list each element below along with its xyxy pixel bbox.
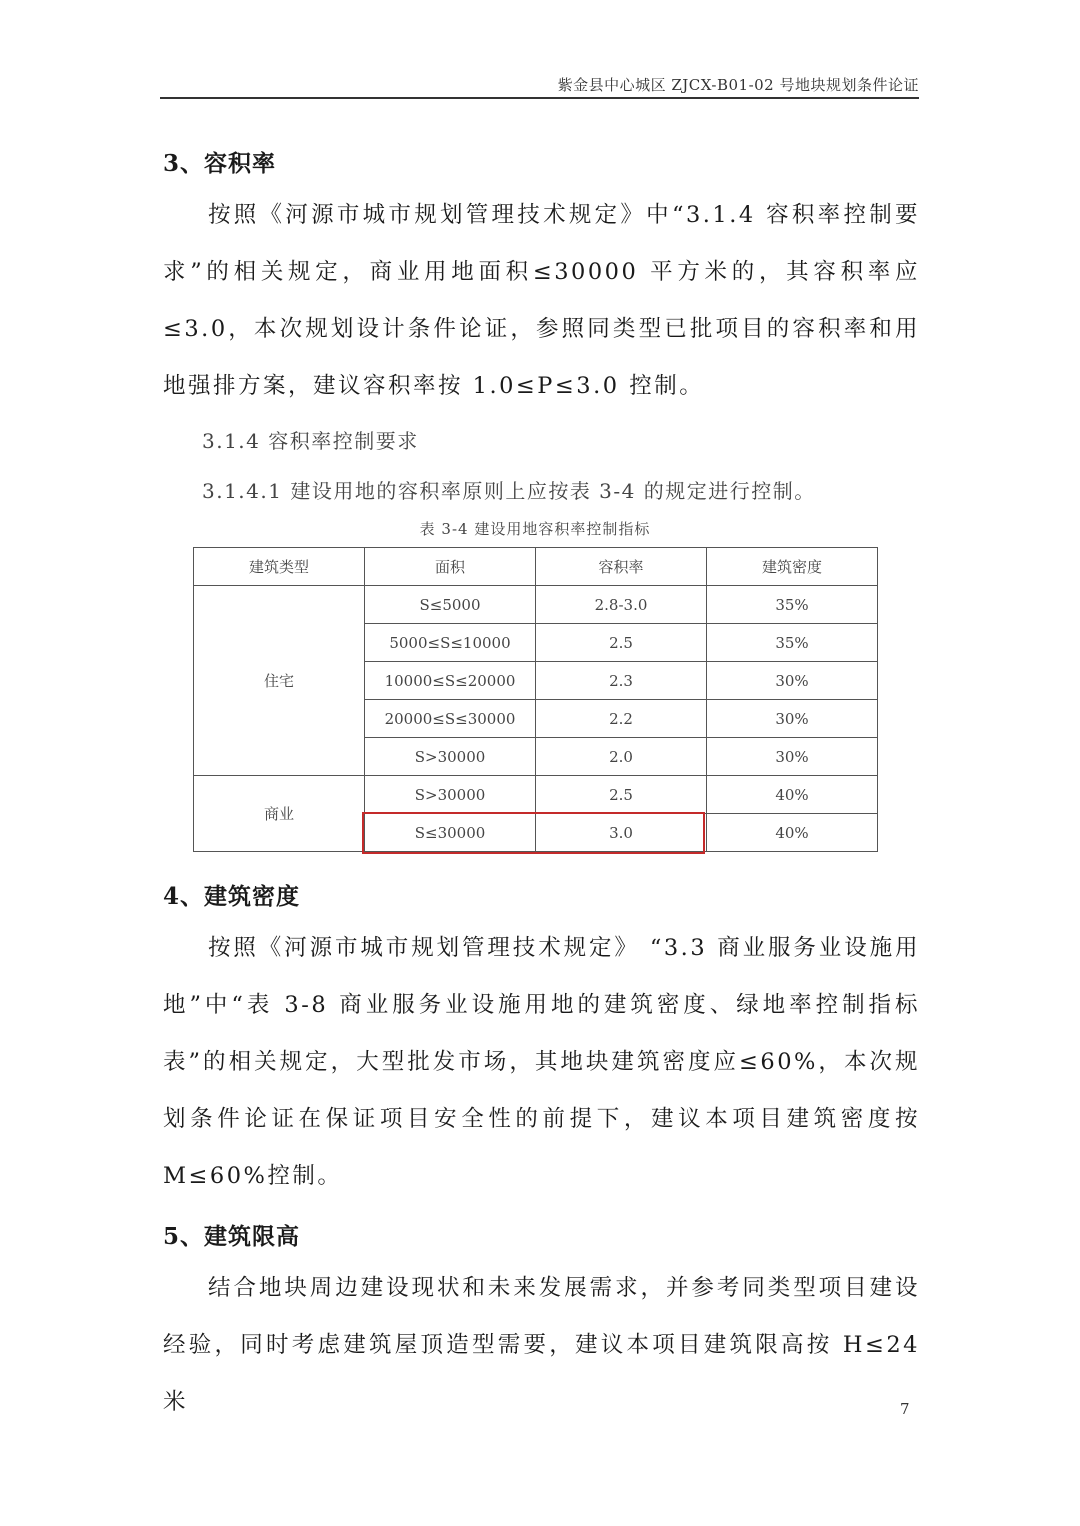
far-cell: 2.5 (536, 624, 707, 662)
density-cell: 40% (707, 776, 878, 814)
far-cell: 2.3 (536, 662, 707, 700)
far-cell: 2.5 (536, 776, 707, 814)
quote-line: 3.1.4.1 建设用地的容积率原则上应按表 3-4 的规定进行控制。 (202, 479, 816, 503)
area-cell: 10000≤S≤20000 (365, 662, 536, 700)
density-cell: 40% (707, 814, 878, 852)
page-number: 7 (900, 1400, 910, 1418)
type-cell-residential: 住宅 (194, 586, 365, 776)
header-cell-density: 建筑密度 (707, 548, 878, 586)
far-cell: 3.0 (536, 814, 707, 852)
area-cell: 20000≤S≤30000 (365, 700, 536, 738)
density-cell: 30% (707, 700, 878, 738)
running-header: 紫金县中心城区 ZJCX-B01-02 号地块规划条件论证 (557, 76, 919, 94)
type-cell-commercial: 商业 (194, 776, 365, 852)
header-cell-far: 容积率 (536, 548, 707, 586)
paragraph-density: 按照《河源市城市规划管理技术规定》 “3.3 商业服务业设施用地”中“表 3-8 商业服务业设施用地的建筑密度、绿地率控制指标表”的相关规定，大型批发市场，其地块建筑密度应≤60%，本次规划条件论证在保证项目安全性的前提下，建议本项目建筑密度按 M≤60%控制。 (163, 935, 920, 1189)
area-cell: S≤30000 (365, 814, 536, 852)
far-control-table (193, 547, 878, 852)
table-caption: 表 3-4 建设用地容积率控制指标 (419, 520, 651, 538)
heading-density: 4、建筑密度 (163, 883, 301, 910)
table-row (194, 586, 878, 624)
density-cell: 35% (707, 624, 878, 662)
heading-height: 5、建筑限高 (163, 1223, 301, 1250)
density-cell: 35% (707, 586, 878, 624)
area-cell: 5000≤S≤10000 (365, 624, 536, 662)
highlight-box (362, 812, 705, 854)
far-cell: 2.0 (536, 738, 707, 776)
far-cell: 2.8-3.0 (536, 586, 707, 624)
header-cell-area: 面积 (365, 548, 536, 586)
table-row (194, 776, 878, 814)
heading-far: 3、容积率 (163, 150, 277, 177)
header-cell-type: 建筑类型 (194, 548, 365, 586)
density-cell: 30% (707, 662, 878, 700)
header-rule (160, 97, 919, 99)
area-cell: S>30000 (365, 738, 536, 776)
paragraph-height: 结合地块周边建设现状和未来发展需求，并参考同类型项目建设经验，同时考虑建筑屋顶造型需要，建议本项目建筑限高按 H≤24 米 (163, 1275, 920, 1415)
paragraph-far: 按照《河源市城市规划管理技术规定》中“3.1.4 容积率控制要求”的相关规定，商业用地面积≤30000 平方米的，其容积率应≤3.0，本次规划设计条件论证，参照同类型已批项目的容积率和用地强排方案，建议容积率按 1.0≤P≤3.0 控制。 (163, 202, 920, 399)
density-cell: 30% (707, 738, 878, 776)
area-cell: S>30000 (365, 776, 536, 814)
area-cell: S≤5000 (365, 586, 536, 624)
quote-title: 3.1.4 容积率控制要求 (202, 429, 419, 453)
far-cell: 2.2 (536, 700, 707, 738)
table-header-row (194, 548, 878, 586)
